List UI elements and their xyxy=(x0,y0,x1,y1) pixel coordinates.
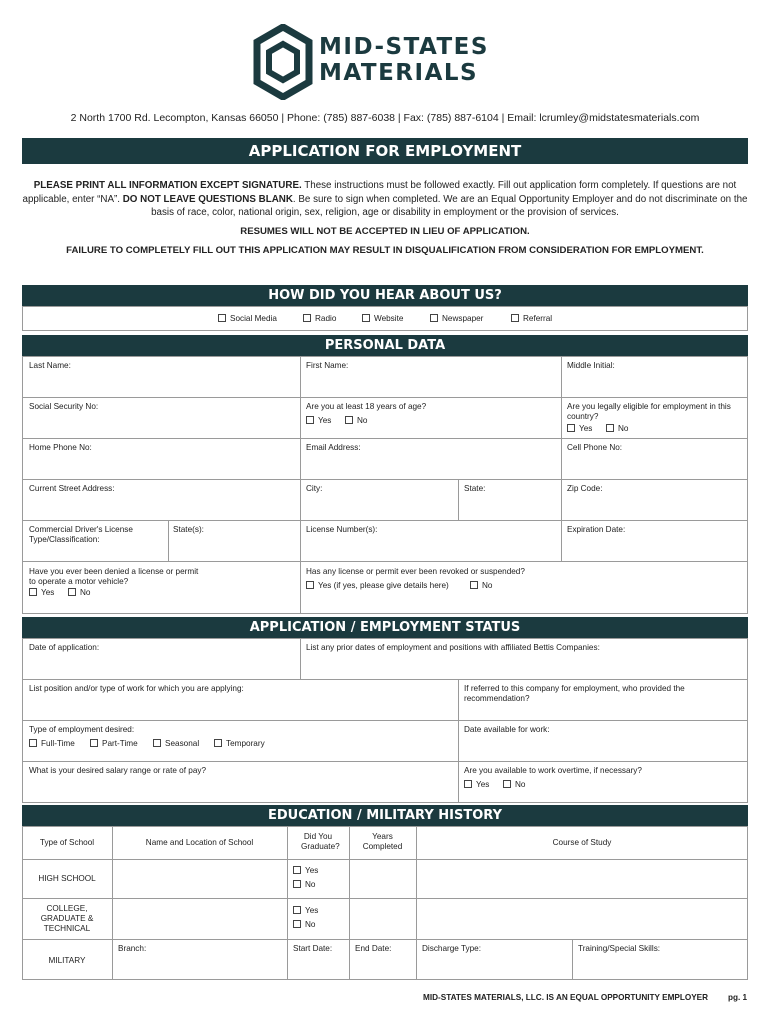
checkbox-icon[interactable] xyxy=(153,739,161,747)
checkbox-icon[interactable] xyxy=(293,906,301,914)
yes-label: Yes xyxy=(305,866,319,875)
start-date-field[interactable]: Start Date: xyxy=(293,944,333,953)
instructions-bold-2: DO NOT LEAVE QUESTIONS BLANK xyxy=(122,193,293,205)
prior-employment-field[interactable]: List any prior dates of employment and positions with affiliated Bettis Companies: xyxy=(306,643,600,652)
education-section-title: EDUCATION / MILITARY HISTORY xyxy=(22,805,748,826)
col-graduate: Did You Graduate? xyxy=(301,832,340,851)
license-number-field[interactable]: License Number(s): xyxy=(306,525,378,534)
status-section-title: APPLICATION / EMPLOYMENT STATUS xyxy=(22,617,748,638)
type-full-time[interactable] xyxy=(29,739,75,748)
no-label: No xyxy=(305,880,316,889)
no-label: No xyxy=(618,424,629,433)
checkbox-icon[interactable] xyxy=(362,314,370,322)
home-phone-field[interactable]: Home Phone No: xyxy=(29,443,92,452)
college-graduate-no[interactable] xyxy=(293,920,315,929)
col-course: Course of Study xyxy=(552,838,612,847)
branch-field[interactable]: Branch: xyxy=(118,944,147,953)
age-question: Are you at least 18 years of age? xyxy=(306,402,427,411)
brand-name xyxy=(319,34,489,86)
checkbox-icon[interactable] xyxy=(306,581,314,589)
city-field[interactable]: City: xyxy=(306,484,323,493)
revoked-question: Has any license or permit ever been revoked or suspended? xyxy=(306,567,525,576)
option-label: Newspaper xyxy=(442,314,484,323)
option-social-media[interactable] xyxy=(218,314,277,323)
option-label: Radio xyxy=(315,314,337,323)
date-available-field[interactable]: Date available for work: xyxy=(464,725,550,734)
denied-question: Have you ever been denied a license or permit to operate a motor vehicle? xyxy=(29,567,199,586)
checkbox-icon[interactable] xyxy=(29,739,37,747)
revoked-yes[interactable] xyxy=(306,581,449,590)
personal-section-title: PERSONAL DATA xyxy=(22,335,748,356)
type-temporary[interactable] xyxy=(214,739,265,748)
page-title: APPLICATION FOR EMPLOYMENT xyxy=(22,138,748,164)
brand-line-1: MID-STATES xyxy=(319,34,489,60)
instructions-text-1: These instructions must be followed exactly. Fill out application form completely. If questions are not applicable, enter “NA”. xyxy=(22,180,737,205)
no-label: No xyxy=(80,588,91,597)
checkbox-icon[interactable] xyxy=(511,314,519,322)
type-label: Seasonal xyxy=(165,739,200,748)
row-military: MILITARY xyxy=(48,956,86,965)
failure-notice: FAILURE TO COMPLETELY FILL OUT THIS APPLICATION MAY RESULT IN DISQUALIFICATION FROM CONSIDERATION FOR EMPLOYMENT. xyxy=(66,245,704,256)
denied-yes[interactable] xyxy=(29,588,54,597)
discharge-type-field[interactable]: Discharge Type: xyxy=(422,944,482,953)
checkbox-icon[interactable] xyxy=(503,780,511,788)
overtime-question: Are you available to work overtime, if necessary? xyxy=(464,766,642,775)
checkbox-icon[interactable] xyxy=(464,780,472,788)
ssn-field[interactable]: Social Security No: xyxy=(29,402,99,411)
checkbox-icon[interactable] xyxy=(293,920,301,928)
resume-notice: RESUMES WILL NOT BE ACCEPTED IN LIEU OF APPLICATION. xyxy=(240,226,530,237)
checkbox-icon[interactable] xyxy=(306,416,314,424)
eeo-statement: MID-STATES MATERIALS, LLC. IS AN EQUAL OPPORTUNITY EMPLOYER xyxy=(423,993,709,1002)
brand-line-2: MATERIALS xyxy=(319,60,479,86)
instructions-bold-1: PLEASE PRINT ALL INFORMATION EXCEPT SIGNATURE. xyxy=(33,180,302,191)
yes-label: Yes xyxy=(305,906,319,915)
overtime-no[interactable] xyxy=(503,780,525,789)
no-label: No xyxy=(357,416,368,425)
date-of-application-field[interactable]: Date of application: xyxy=(29,643,100,652)
option-label: Website xyxy=(374,314,404,323)
page-number: pg. 1 xyxy=(728,993,748,1002)
hexagon-logo-icon xyxy=(253,24,313,100)
type-seasonal[interactable] xyxy=(153,739,199,748)
instructions xyxy=(22,179,748,220)
street-field[interactable]: Current Street Address: xyxy=(29,484,115,493)
checkbox-icon[interactable] xyxy=(430,314,438,322)
expiration-field[interactable]: Expiration Date: xyxy=(567,525,626,534)
option-label: Social Media xyxy=(230,314,277,323)
type-label: Temporary xyxy=(226,739,265,748)
checkbox-icon[interactable] xyxy=(214,739,222,747)
type-part-time[interactable] xyxy=(90,739,138,748)
no-label: No xyxy=(515,780,526,789)
company-logo xyxy=(253,24,523,100)
overtime-yes[interactable] xyxy=(464,780,489,789)
checkbox-icon[interactable] xyxy=(470,581,478,589)
col-school-name: Name and Location of School xyxy=(145,838,254,847)
hs-graduate-yes[interactable] xyxy=(293,866,318,875)
checkbox-icon[interactable] xyxy=(29,588,37,596)
option-radio[interactable] xyxy=(303,314,336,323)
checkbox-icon[interactable] xyxy=(303,314,311,322)
middle-initial-field[interactable]: Middle Initial: xyxy=(567,361,615,370)
cell-phone-field[interactable]: Cell Phone No: xyxy=(567,443,623,452)
checkbox-icon[interactable] xyxy=(293,866,301,874)
checkbox-icon[interactable] xyxy=(293,880,301,888)
denied-no[interactable] xyxy=(68,588,90,597)
zip-field[interactable]: Zip Code: xyxy=(567,484,603,493)
yes-label: Yes (if yes, please give details here) xyxy=(318,581,449,590)
option-newspaper[interactable] xyxy=(430,314,483,323)
checkbox-icon[interactable] xyxy=(68,588,76,596)
email-field[interactable]: Email Address: xyxy=(306,443,361,452)
training-skills-field[interactable]: Training/Special Skills: xyxy=(578,944,661,953)
eligible-yes[interactable] xyxy=(567,424,592,433)
yes-label: Yes xyxy=(579,424,593,433)
referred-by-field[interactable]: If referred to this company for employment, who provided the recommendation? xyxy=(464,684,685,703)
type-label: Full-Time xyxy=(41,739,75,748)
yes-label: Yes xyxy=(41,588,55,597)
instructions-text-2: . Be sure to sign when completed. We are an Equal Opportunity Employer and do not discriminate on the basis of race, color, national origin, sex, religion, age or disability in employment or the provision of services. xyxy=(151,193,748,218)
position-field[interactable]: List position and/or type of work for which you are applying: xyxy=(29,684,244,693)
salary-field[interactable]: What is your desired salary range or rate of pay? xyxy=(29,766,207,775)
employment-type-label: Type of employment desired: xyxy=(29,725,135,734)
state-field[interactable]: State: xyxy=(464,484,486,493)
eligible-question: Are you legally eligible for employment in this country? xyxy=(567,402,731,421)
checkbox-icon[interactable] xyxy=(345,416,353,424)
no-label: No xyxy=(305,920,316,929)
yes-label: Yes xyxy=(318,416,332,425)
end-date-field[interactable]: End Date: xyxy=(355,944,392,953)
college-graduate-yes[interactable] xyxy=(293,906,318,915)
row-college: COLLEGE, GRADUATE & TECHNICAL xyxy=(40,904,94,933)
col-type-of-school: Type of School xyxy=(39,838,95,847)
first-name-field[interactable]: First Name: xyxy=(306,361,349,370)
hs-graduate-no[interactable] xyxy=(293,880,315,889)
cdl-field[interactable]: Commercial Driver's License Type/Classification: xyxy=(29,525,133,544)
eligible-no[interactable] xyxy=(606,424,628,433)
col-years: Years Completed xyxy=(362,832,403,851)
cdl-states-field[interactable]: State(s): xyxy=(173,525,204,534)
option-label: Referral xyxy=(523,314,553,323)
no-label: No xyxy=(482,581,493,590)
age-yes[interactable] xyxy=(306,416,331,425)
contact-line: 2 North 1700 Rd. Lecompton, Kansas 66050 | Phone: (785) 887-6038 | Fax: (785) 887-6104 | Email: lcrumley@midstatesmaterials.com xyxy=(70,112,700,124)
yes-label: Yes xyxy=(476,780,490,789)
hear-section-title: HOW DID YOU HEAR ABOUT US? xyxy=(22,285,748,306)
option-website[interactable] xyxy=(362,314,403,323)
checkbox-icon[interactable] xyxy=(218,314,226,322)
type-label: Part-Time xyxy=(102,739,138,748)
option-referral[interactable] xyxy=(511,314,552,323)
checkbox-icon[interactable] xyxy=(606,424,614,432)
checkbox-icon[interactable] xyxy=(90,739,98,747)
checkbox-icon[interactable] xyxy=(567,424,575,432)
revoked-no[interactable] xyxy=(470,581,492,590)
age-no[interactable] xyxy=(345,416,367,425)
last-name-field[interactable]: Last Name: xyxy=(29,361,71,370)
row-high-school: HIGH SCHOOL xyxy=(38,874,96,883)
